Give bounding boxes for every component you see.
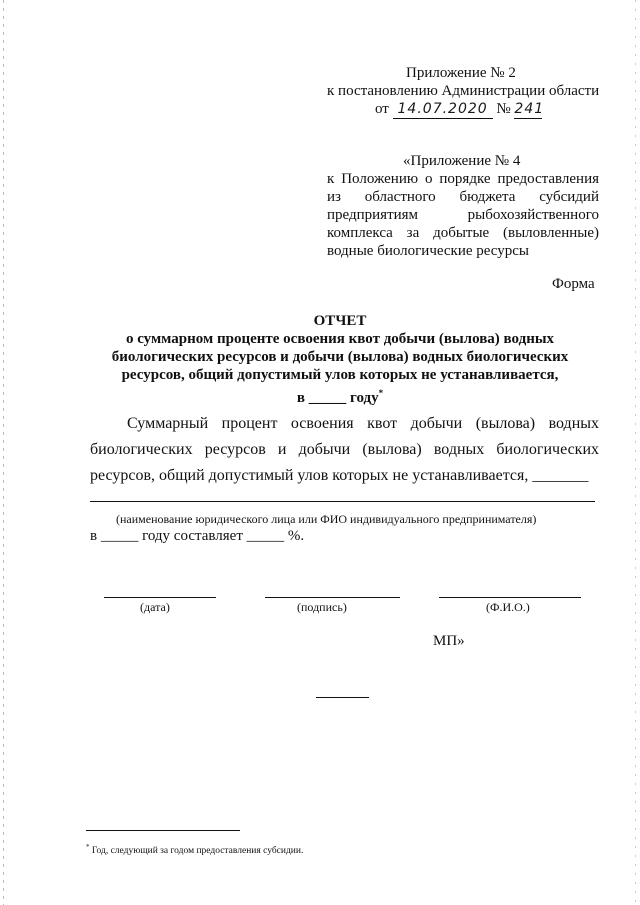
header-date-line bbox=[375, 100, 545, 119]
handwritten-number: 241 bbox=[514, 101, 545, 117]
entity-caption: (наименование юридического лица или ФИО индивидуального предпринимателя) bbox=[116, 512, 537, 526]
body-line-1: Суммарный процент освоения квот добычи (вылова) водных bbox=[127, 415, 599, 432]
report-year-prefix: в bbox=[296, 390, 305, 406]
sign-label: (подпись) bbox=[297, 600, 347, 614]
report-year-suffix: году bbox=[350, 390, 379, 406]
fio-label: (Ф.И.О.) bbox=[486, 600, 530, 614]
report-subtitle-1: о суммарном проценте освоения квот добычи (вылова) водных bbox=[125, 331, 555, 347]
stamp-label: МП» bbox=[433, 633, 465, 649]
body-line-3: ресурсов, общий допустимый улов которых не устанавливается, _______ bbox=[90, 467, 589, 484]
year-percent-line: в _____ году составляет _____ %. bbox=[90, 528, 305, 544]
date-label: (дата) bbox=[140, 600, 170, 614]
footnote-mark: * bbox=[86, 843, 90, 851]
report-subtitle-3: ресурсов, общий допустимый улов которых не устанавливается, bbox=[121, 367, 559, 383]
appendix-line-1: к Положению о порядке предоставления bbox=[327, 171, 599, 187]
scan-edge-left bbox=[3, 0, 4, 905]
scan-edge-right bbox=[635, 0, 636, 905]
entity-name-line bbox=[90, 501, 595, 502]
form-label: Форма bbox=[552, 276, 595, 292]
header-ot-prefix: от bbox=[375, 101, 389, 117]
report-title: ОТЧЕТ bbox=[313, 313, 367, 329]
report-year-blank: _____ bbox=[308, 390, 347, 406]
report-subtitle-2: биологических ресурсов и добычи (вылова) водных биологических bbox=[111, 349, 569, 365]
appendix-line-5: водные биологические ресурсы bbox=[327, 243, 530, 259]
header-line-1: Приложение № 2 bbox=[406, 65, 516, 81]
appendix-line-2: из областного бюджета субсидий bbox=[327, 189, 599, 205]
appendix-line-4: комплекса за добытые (выловленные) bbox=[327, 225, 599, 241]
appendix-line-3: предприятиям рыбохозяйственного bbox=[327, 207, 599, 223]
footnote-text: Год, следующий за годом предоставления субсидии. bbox=[91, 846, 304, 857]
separator-short-line bbox=[316, 697, 369, 698]
handwritten-date: 14.07.2020 bbox=[393, 100, 493, 119]
report-footnote-mark: * bbox=[378, 388, 384, 398]
body-line-2: биологических ресурсов и добычи (вылова) водных биологических bbox=[90, 441, 599, 458]
appendix-title: «Приложение № 4 bbox=[403, 153, 521, 169]
header-line-2: к постановлению Администрации области bbox=[327, 83, 600, 99]
footnote bbox=[86, 838, 303, 860]
header-no-prefix: № bbox=[496, 101, 511, 117]
report-year-line bbox=[0, 384, 640, 407]
footnote-separator bbox=[86, 830, 240, 831]
